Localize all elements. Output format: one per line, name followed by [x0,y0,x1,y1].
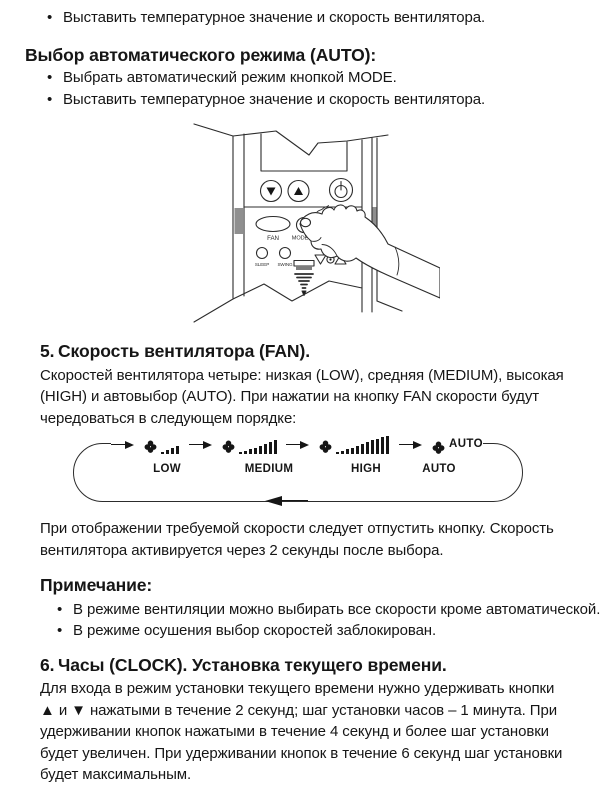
signal-mark-icon [295,274,313,296]
sleep-button-label: SLEEP [254,262,270,267]
slider-control [294,261,314,271]
section5-title: Скорость вентилятора (FAN). [58,341,310,361]
speed-bars [334,436,389,454]
swing-button-label: SWING [277,262,293,267]
auto-mode-heading: Выбор автоматического режима (AUTO): [25,44,377,65]
step-label: LOW [153,463,181,475]
section6-body: Для входа в режим установки текущего времени нужно удерживать кнопки ▲ и ▼ нажатыми в течение 2 секунд; шаг установки часов – 1 минута. При удерживании кнопок нажатыми в течение 4 секунд и более шаг установки будет увеличен. При удерживании кнопок в течение 6 секунд шаг установки будет максимальным. [40,680,563,783]
speed-step-medium [222,436,277,454]
bullet-item: • Выбрать автоматический режим кнопкой MODE. [63,67,605,89]
section5-after-diagram: При отображении требуемой скорости следует отпустить кнопку. Скорость вентилятора активируется через 2 секунды после выбора. [40,520,554,559]
auto-bullet-list [0,67,605,110]
speed-step-auto [432,434,483,456]
right-arrow-icon [189,441,212,449]
note-bullet-list [0,599,605,642]
up-button [288,181,309,202]
intro-bullet-list [0,7,605,29]
step-label: HIGH [351,463,381,475]
fan-icon [222,440,235,453]
bullet-item: • Выставить температурное значение и скорость вентилятора. [63,89,605,111]
right-arrow-icon [399,441,422,449]
section5-number: 5. [40,341,55,361]
power-button [330,179,353,202]
auto-step-text: AUTO [449,437,483,450]
fan-button [256,217,290,232]
speed-bars [159,436,179,454]
section6-title: Часы (CLOCK). Установка текущего времени. [58,654,447,675]
fan-icon [432,441,445,454]
display-window [261,134,347,171]
sleep-button [257,248,268,259]
return-arrow-icon [265,496,282,506]
mode-button-label: MODE [291,235,309,242]
bullet-item: • В режиме осушения выбор скоростей заблокирован. [73,620,605,642]
bullet-item: • В режиме вентиляции можно выбирать все скорости кроме автоматической. [73,599,605,621]
section5-heading [40,341,605,363]
right-arrow-icon [286,441,309,449]
speed-bars [237,436,277,454]
swing-button [280,248,291,259]
section6-heading [40,655,605,677]
speed-step-low [144,436,179,454]
fan-icon [144,440,157,453]
bullet-item: • Выставить температурное значение и скорость вентилятора. [63,7,605,29]
step-label: MEDIUM [244,463,294,475]
fan-button-label: FAN [267,235,279,242]
step-label: AUTO [422,463,456,475]
speed-step-high [319,436,389,454]
section5-body: Скоростей вентилятора четыре: низкая (LOW), средняя (MEDIUM), высокая (HIGH) и автовыбор (AUTO). При нажатии на кнопку FAN скорости будут чередоваться в следующем порядке: [40,366,564,427]
cycle-sequence [111,433,483,456]
hand-illustration [300,205,440,298]
note-heading: Примечание: [40,575,153,595]
fan-icon [319,440,332,453]
remote-control-figure [0,120,605,326]
fan-cycle-diagram [73,433,525,512]
remote-control-illustration [184,120,440,326]
right-arrow-icon [111,441,134,449]
down-button [261,181,282,202]
section6-number: 6. [40,654,55,675]
